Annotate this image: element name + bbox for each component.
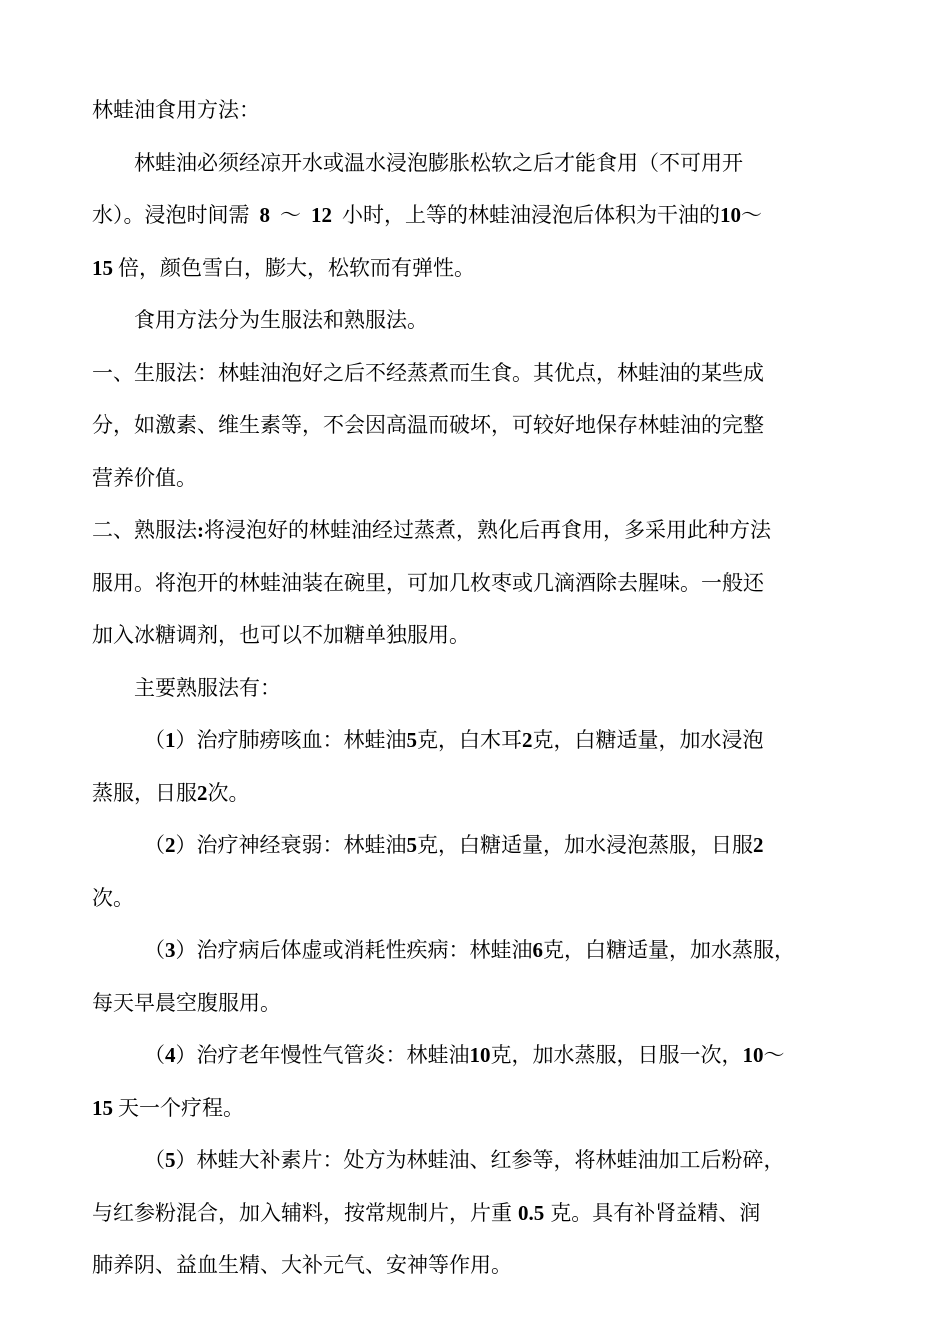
text-span: 克，白木耳 — [417, 728, 522, 752]
list-item-2-line-1 — [92, 819, 860, 872]
text-span: 治疗神经衰弱：林蛙油 — [196, 833, 407, 857]
document-body — [92, 84, 860, 1292]
text-span: 克。具有补肾益精、润 — [550, 1200, 761, 1225]
list-item-4-line-1 — [92, 1029, 860, 1082]
paragraph-soaking-line-3 — [92, 242, 860, 295]
tilde-sign: ～ — [280, 203, 301, 227]
number: 2 — [753, 833, 764, 857]
list-item-5-line-3: 肺养阴、益血生精、大补元气、安神等作用。 — [92, 1253, 512, 1277]
text-span: 克，白糖适量，加水浸泡蒸服，日服 — [417, 833, 753, 857]
paragraph-raw-method-line-1: 一、生服法：林蛙油泡好之后不经蒸煮而生食。其优点，林蛙油的某些成 — [92, 360, 764, 385]
paren-open: （ — [144, 938, 165, 962]
number: 5 — [406, 833, 417, 857]
list-item-1-line-2 — [92, 767, 860, 820]
text-span: 天一个疗程。 — [118, 1095, 244, 1120]
text-span: 克，加水蒸服，日服一次， — [490, 1043, 743, 1067]
paragraph-soaking-line-1: 林蛙油必须经凉开水或温水浸泡膨胀松软之后才能食用（不可用开 — [134, 150, 743, 175]
document-title: 林蛙油食用方法： — [92, 98, 260, 122]
number: 0.5 — [518, 1200, 545, 1225]
list-item-5-line-1 — [92, 1134, 860, 1187]
list-item-3-line-1 — [92, 924, 860, 977]
text-span: 治疗老年慢性气管炎：林蛙油 — [196, 1043, 470, 1067]
item-number: 4 — [165, 1043, 176, 1067]
paren-close: ） — [175, 1148, 197, 1172]
text-span: 与红参粉混合，加入辅料，按常规制片，片重 — [92, 1200, 512, 1225]
text-span: 水）。浸泡时间需 — [92, 203, 250, 227]
list-item-2-line-2: 次。 — [92, 885, 134, 910]
number: 15 — [92, 1095, 113, 1120]
number: 2 — [197, 780, 208, 805]
list-item-4-line-2 — [92, 1082, 860, 1135]
paragraph-cooked-method-line-1 — [92, 504, 860, 557]
number-12: 12 — [311, 203, 332, 227]
paren-close: ） — [175, 728, 197, 752]
text-span: 倍，颜色雪白，膨大，松软而有弹性。 — [118, 255, 475, 280]
paren-open: （ — [144, 1043, 165, 1067]
text-span: 治疗病后体虚或消耗性疾病：林蛙油 — [196, 938, 533, 962]
text-span: 克，白糖适量，加水蒸服， — [543, 938, 795, 962]
text-span: 二、熟服法 — [92, 518, 197, 542]
item-number: 1 — [165, 728, 176, 752]
paren-close: ） — [175, 833, 197, 857]
number: 5 — [406, 728, 417, 752]
text-span: 林蛙大补素片：处方为林蛙油、红参等，将林蛙油加工后粉碎， — [196, 1148, 785, 1172]
list-item-1-line-1 — [92, 714, 860, 767]
number-8: 8 — [259, 203, 270, 227]
list-item-3-line-2: 每天早晨空腹服用。 — [92, 990, 281, 1015]
paren-close: ） — [175, 938, 197, 962]
paragraph-raw-method-line-2: 分，如激素、维生素等，不会因高温而破坏，可较好地保存林蛙油的完整 — [92, 413, 764, 437]
number: 10 — [469, 1043, 491, 1067]
text-span: 治疗肺痨咳血：林蛙油 — [196, 728, 407, 752]
paragraph-soaking-line-2 — [92, 189, 860, 242]
list-item-5-line-2 — [92, 1187, 860, 1240]
item-number: 5 — [165, 1148, 176, 1172]
paragraph-methods-intro: 食用方法分为生服法和熟服法。 — [134, 308, 428, 332]
item-number: 2 — [165, 833, 176, 857]
paragraph-main-cooked-methods: 主要熟服法有： — [134, 675, 281, 700]
text-span: 蒸服，日服 — [92, 780, 197, 805]
number-10: 10 — [720, 203, 741, 227]
item-number: 3 — [165, 938, 176, 962]
colon-bold: : — [197, 518, 204, 542]
paragraph-raw-method-line-3: 营养价值。 — [92, 465, 197, 490]
tilde-sign: ～ — [741, 203, 762, 227]
text-span: 小时，上等的林蛙油浸泡后体积为干油的 — [342, 203, 720, 227]
paragraph-cooked-method-line-2: 服用。将泡开的林蛙油装在碗里，可加几枚枣或几滴酒除去腥味。一般还 — [92, 570, 764, 595]
text-span: 将浸泡好的林蛙油经过蒸煮，熟化后再食用，多采用此种方法 — [204, 518, 771, 542]
tilde-sign: ～ — [763, 1043, 785, 1067]
number: 10 — [742, 1043, 764, 1067]
paren-close: ） — [175, 1043, 197, 1067]
text-span: 克，白糖适量，加水浸泡 — [532, 728, 764, 752]
text-span: 次。 — [207, 780, 250, 805]
number: 6 — [532, 938, 543, 962]
paren-open: （ — [144, 728, 165, 752]
number-15: 15 — [92, 255, 113, 280]
number: 2 — [522, 728, 533, 752]
paren-open: （ — [144, 833, 165, 857]
paren-open: （ — [144, 1148, 165, 1172]
paragraph-cooked-method-line-3: 加入冰糖调剂，也可以不加糖单独服用。 — [92, 623, 470, 647]
